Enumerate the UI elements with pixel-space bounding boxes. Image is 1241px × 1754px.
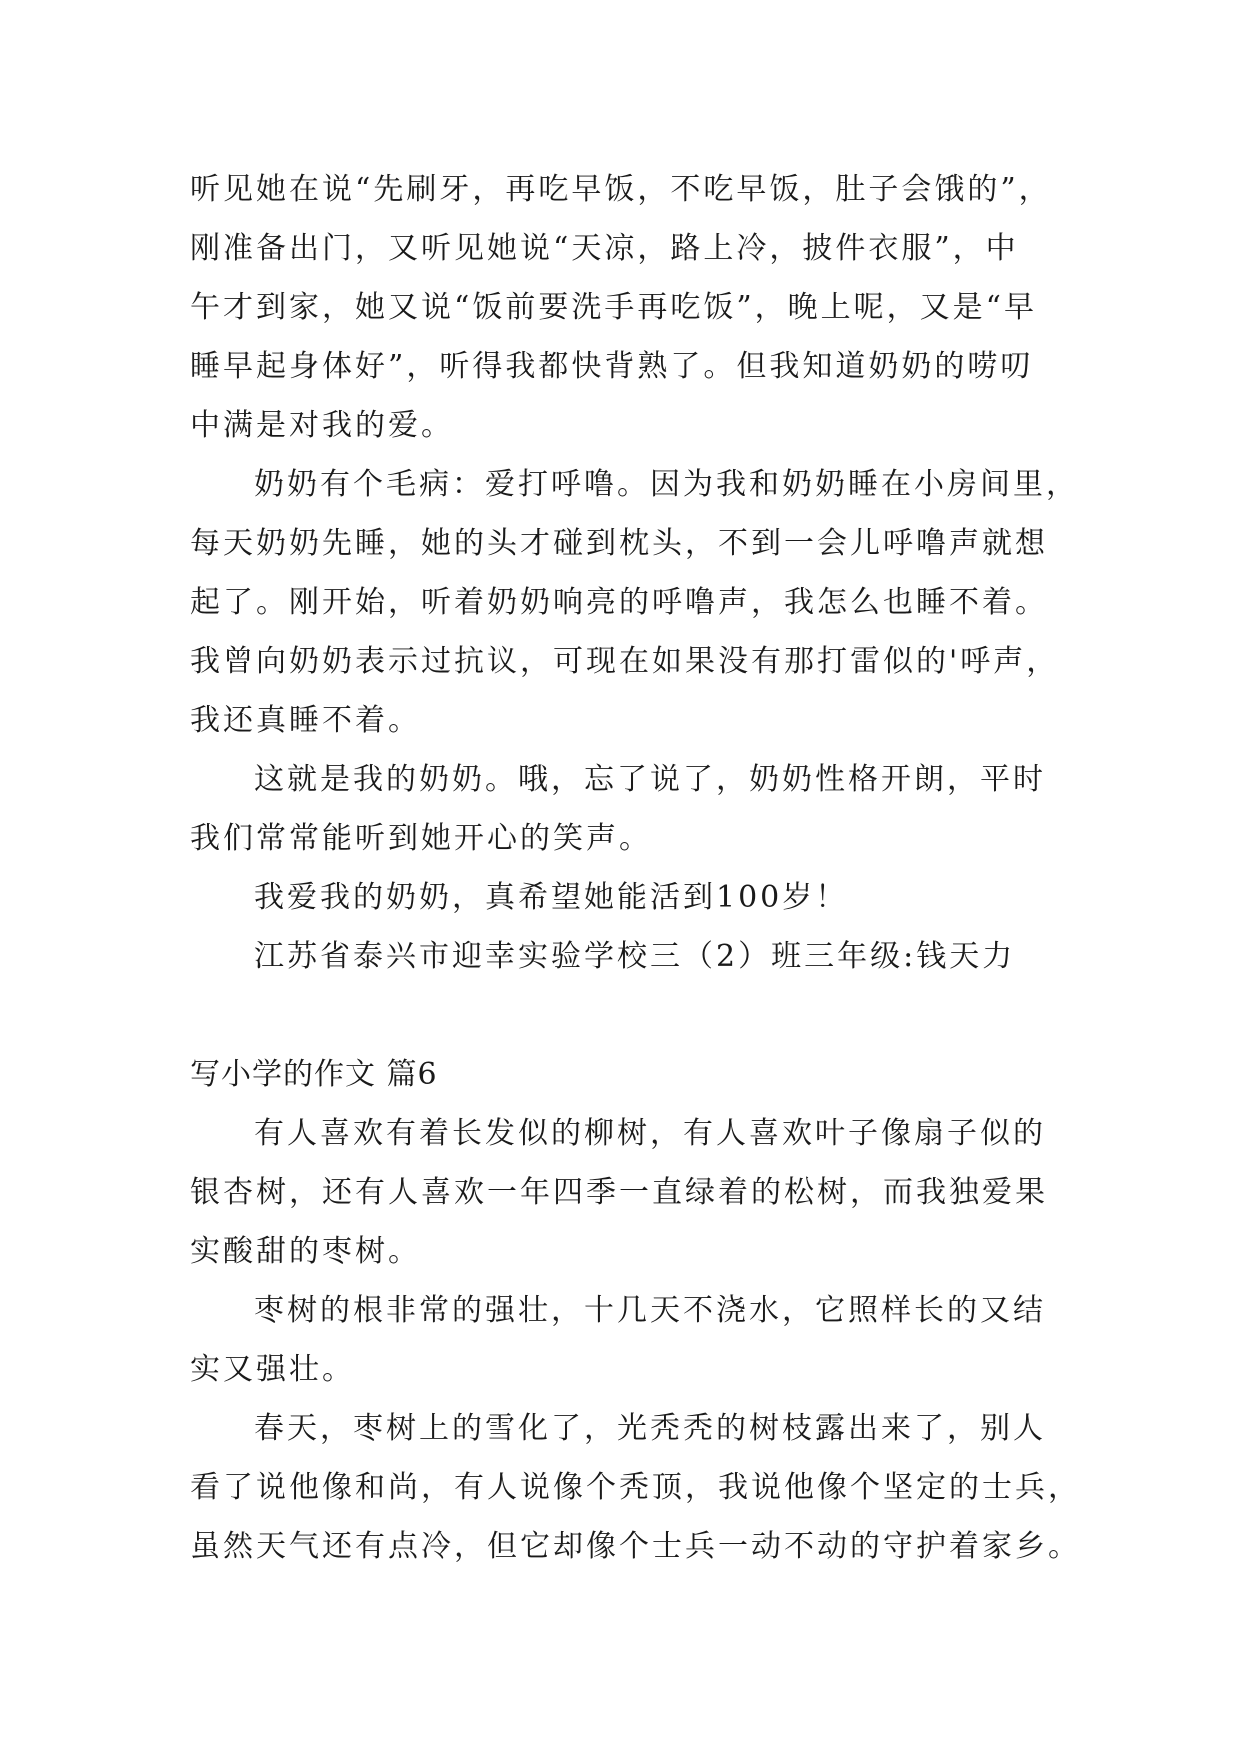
paragraph-line: 有人喜欢有着长发似的柳树，有人喜欢叶子像扇子似的 xyxy=(254,1116,1046,1151)
paragraph-line: 实又强壮。 xyxy=(190,1352,355,1387)
paragraph-line: 起了。刚开始，听着奶奶响亮的呼噜声，我怎么也睡不着。 xyxy=(190,585,1048,620)
paragraph-line: 每天奶奶先睡，她的头才碰到枕头，不到一会儿呼噜声就想 xyxy=(190,526,1048,561)
paragraph-line: 看了说他像和尚，有人说像个秃顶，我说他像个坚定的士兵， xyxy=(190,1470,1081,1505)
paragraph-line: 枣树的根非常的强壮，十几天不浇水，它照样长的又结 xyxy=(254,1293,1046,1328)
paragraph-line: 我还真睡不着。 xyxy=(190,703,421,738)
spacer xyxy=(190,986,1070,1045)
paragraph-line: 中满是对我的爱。 xyxy=(190,408,454,443)
paragraph-line: 睡早起身体好”，听得我都快背熟了。但我知道奶奶的唠叨 xyxy=(190,349,1034,384)
document-body xyxy=(190,160,1081,1576)
paragraph-line: 刚准备出门，又听见她说“天凉，路上冷，披件衣服”，中 xyxy=(190,231,1019,266)
paragraph-line: 春天，枣树上的雪化了，光秃秃的树枝露出来了，别人 xyxy=(254,1411,1046,1446)
paragraph-line: 听见她在说“先刷牙，再吃早饭，不吃早饭，肚子会饿的”， xyxy=(190,172,1052,207)
paragraph-line: 我们常常能听到她开心的笑声。 xyxy=(190,821,652,856)
paragraph-line: 实酸甜的枣树。 xyxy=(190,1234,421,1269)
paragraph-line: 奶奶有个毛病：爱打呼噜。因为我和奶奶睡在小房间里， xyxy=(254,467,1079,502)
paragraph-line: 虽然天气还有点冷，但它却像个士兵一动不动的守护着家乡。 xyxy=(190,1529,1081,1564)
paragraph-line: 午才到家，她又说“饭前要洗手再吃饭”，晚上呢，又是“早 xyxy=(190,290,1038,325)
author-signature: 江苏省泰兴市迎幸实验学校三（2）班三年级:钱天力 xyxy=(254,939,1016,974)
paragraph-line: 这就是我的奶奶。哦，忘了说了，奶奶性格开朗，平时 xyxy=(254,762,1046,797)
paragraph-line: 我曾向奶奶表示过抗议，可现在如果没有那打雷似的'呼声， xyxy=(190,644,1060,679)
essay-heading: 写小学的作文 篇6 xyxy=(190,1057,438,1092)
paragraph-line: 我爱我的奶奶，真希望她能活到100岁！ xyxy=(254,880,849,915)
paragraph-line: 银杏树，还有人喜欢一年四季一直绿着的松树，而我独爱果 xyxy=(190,1175,1048,1210)
